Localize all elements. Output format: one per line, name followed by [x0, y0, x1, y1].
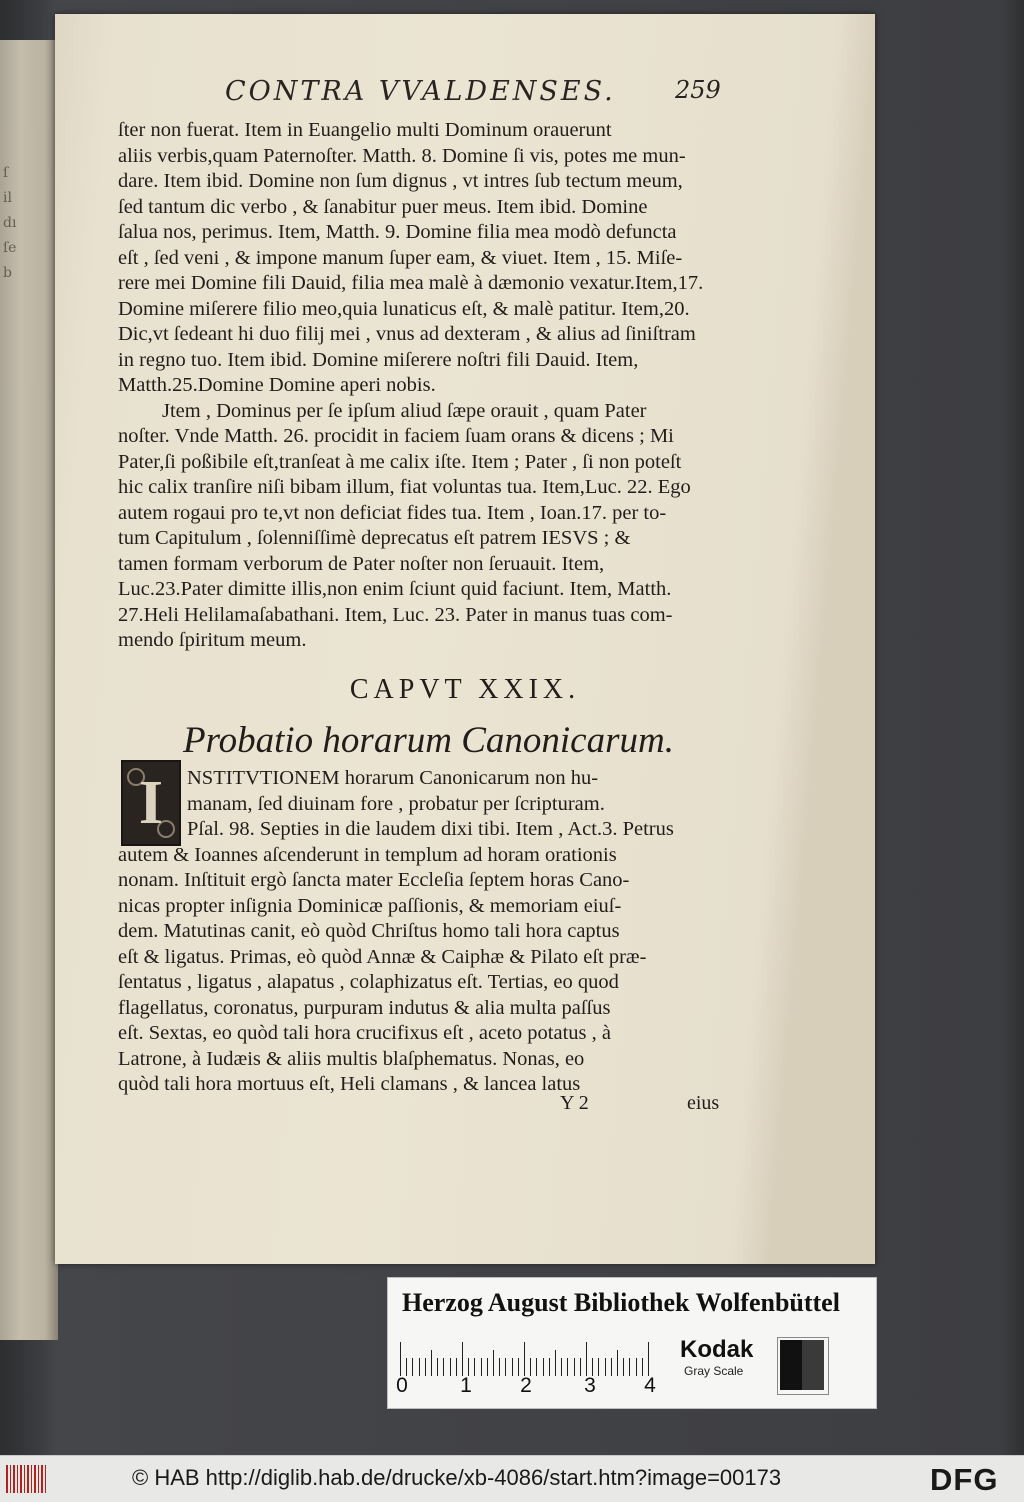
- text-line: tum Capitulum , ſolenniſſimè deprecatus eſt patrem IESVS ; &: [118, 527, 631, 549]
- text-line: rere mei Domine fili Dauid, filia mea malè à dæmonio vexatur.Item,17.: [118, 272, 704, 294]
- ruler-tick: [412, 1358, 413, 1376]
- text-line: autem rogaui pro te,vt non deficiat fides tua. Item , Ioan.17. per to-: [118, 501, 667, 524]
- page-number: 259: [675, 76, 721, 104]
- ruler-tick: [400, 1342, 401, 1376]
- text-line: NSTITVTIONEM horarum Canonicarum non hu-: [187, 767, 599, 789]
- ruler-tick: [450, 1358, 451, 1376]
- ruler-number: 0: [396, 1374, 408, 1397]
- text-line: Luc.23.Pater dimitte illis,non enim ſciunt quid faciunt. Item, Matth.: [118, 578, 672, 600]
- ruler-tick: [605, 1358, 606, 1376]
- hab-barcode-icon: [6, 1465, 48, 1493]
- ruler-tick: [561, 1358, 562, 1376]
- library-name: Herzog August Bibliothek Wolfenbüttel: [402, 1288, 840, 1317]
- ruler-tick: [648, 1342, 649, 1376]
- text-line: tamen formam verborum de Pater noſter non ſeruauit. Item,: [118, 552, 605, 575]
- chapter-heading: CAPVT XXIX.: [349, 674, 581, 705]
- text-line: eſt , ſed veni , & impone manum ſuper eam, & viuet. Item , 15. Miſe-: [118, 246, 683, 269]
- ruler-tick: [549, 1358, 550, 1376]
- text-line: ſter non fuerat. Item in Euangelio multi Dominum orauerunt: [118, 119, 612, 141]
- text-line: hic calix tranſire niſi bibam illum, fiat voluntas tua. Item,Luc. 22. Ego: [118, 476, 691, 498]
- ruler-tick: [586, 1342, 587, 1376]
- ruler-tick: [512, 1358, 513, 1376]
- book-page: [55, 14, 875, 1264]
- ruler-number: 1: [460, 1374, 472, 1397]
- ruler-tick: [499, 1358, 500, 1376]
- ruler-tick: [493, 1350, 494, 1376]
- ruler-tick: [567, 1358, 568, 1376]
- ruler-number: 3: [584, 1374, 596, 1397]
- ruler-tick: [505, 1358, 506, 1376]
- initial-letter: I: [138, 769, 164, 837]
- text-line: 27.Heli Helilamaſabathani. Item, Luc. 23. Pater in manus tuas com-: [118, 603, 673, 626]
- ruler-tick: [536, 1358, 537, 1376]
- signature-mark: Y 2: [560, 1092, 589, 1114]
- ruler-tick: [574, 1358, 575, 1376]
- copyright-link[interactable]: © HAB http://diglib.hab.de/drucke/xb-4086/start.htm?image=00173: [132, 1465, 782, 1490]
- dfg-logo: DFG: [930, 1462, 999, 1497]
- text-line: eſt. Sextas, eo quòd tali hora crucifixus eſt , aceto potatus , à: [118, 1022, 611, 1044]
- grayscale-caption: Gray Scale: [684, 1364, 744, 1378]
- text-line: mendo ſpiritum meum.: [118, 629, 307, 651]
- ruler-tick: [443, 1358, 444, 1376]
- ruler-number: 2: [520, 1374, 532, 1397]
- gray-swatch-black: [780, 1340, 802, 1390]
- ruler-tick: [636, 1358, 637, 1376]
- catchword: eius: [687, 1092, 720, 1114]
- previous-page-edge: ſ il dı ſe b: [0, 40, 58, 1340]
- text-line: Pater,ſi poßibile eſt,tranſeat à me calix iſte. Item ; Pater , ſi non poteſt: [118, 450, 682, 473]
- catchword-line: [55, 1092, 875, 1122]
- chapter-subtitle: Probatio horarum Canonicarum.: [183, 720, 674, 761]
- running-head-title: CONTRA VVALDENSES.: [225, 76, 616, 107]
- ruler-tick: [555, 1350, 556, 1376]
- text-line: nonam. Inſtituit ergò ſancta mater Eccleſia ſeptem horas Cano-: [118, 869, 630, 891]
- ruler-tick: [524, 1342, 525, 1376]
- text-line: dem. Matutinas canit, eò quòd Chriſtus homo tali hora captus: [118, 920, 620, 942]
- ruler-tick: [617, 1350, 618, 1376]
- gray-swatch-dark: [802, 1340, 824, 1390]
- text-line: aliis verbis,quam Paternoſter. Matth. 8. Domine ſi vis, potes me mun-: [118, 144, 686, 167]
- ruler-tick: [543, 1358, 544, 1376]
- text-line: nicas propter inſignia Dominicæ paſſionis, & memoriam eiuſ-: [118, 894, 622, 917]
- ruler-tick: [623, 1358, 624, 1376]
- text-line: in regno tuo. Item ibid. Domine miſerere noſtri fili Dauid. Item,: [118, 348, 639, 371]
- ruler-tick: [629, 1358, 630, 1376]
- text-line: ſalua nos, perimus. Item, Matth. 9. Domine filia mea modò defuncta: [118, 221, 677, 243]
- ruler-tick: [425, 1358, 426, 1376]
- ruler-tick: [462, 1342, 463, 1376]
- ruler-tick: [419, 1358, 420, 1376]
- ruler-tick: [481, 1358, 482, 1376]
- ruler-number: 4: [644, 1374, 656, 1397]
- text-line: Domine miſerere filio meo,quia lunaticus eſt, & malè patitur. Item,20.: [118, 297, 690, 320]
- running-head: [55, 76, 875, 116]
- ruler-tick: [611, 1358, 612, 1376]
- text-line: dare. Item ibid. Domine non ſum dignus , vt intres ſub tectum meum,: [118, 170, 683, 192]
- text-line: flagellatus, coronatus, purpuram indutus & alia multa paſſus: [118, 996, 611, 1019]
- kodak-brand: Kodak: [680, 1336, 754, 1363]
- text-line: Matth.25.Domine Domine aperi nobis.: [118, 374, 436, 396]
- text-line: eſt & ligatus. Primas, eò quòd Annæ & Caiphæ & Pilato eſt præ-: [118, 945, 647, 968]
- text-line: noſter. Vnde Matth. 26. procidit in faciem ſuam orans & dicens ; Mi: [118, 425, 674, 447]
- text-line: ſentatus , ligatus , alapatus , colaphizatus eſt. Tertias, eo quod: [118, 971, 619, 993]
- ruler-tick: [431, 1350, 432, 1376]
- text-line: Dic,vt ſedeant hi duo filij mei , vnus ad dexteram , & alius ad ſiniſtram: [118, 323, 696, 345]
- text-line: ſed tantum dic verbo , & ſanabitur puer meus. Item ibid. Domine: [118, 195, 648, 218]
- body-text-lower: [118, 766, 768, 1098]
- text-line: autem & Ioannes aſcenderunt in templum ad horam orationis: [118, 843, 617, 866]
- text-line: Jtem , Dominus per ſe ipſum aliud ſæpe orauit , quam Pater: [162, 399, 647, 422]
- scale-ruler: [400, 1340, 660, 1376]
- library-label: [387, 1277, 877, 1409]
- text-line: manam, ſed diuinam fore , probatur per ſcripturam.: [187, 792, 605, 815]
- text-line: quòd tali hora mortuus eſt, Heli clamans , & lancea latus: [118, 1073, 581, 1095]
- text-line: Pſal. 98. Septies in die laudem dixi tibi. Item , Act.3. Petrus: [187, 818, 674, 840]
- body-text-upper: [118, 118, 768, 654]
- ruler-tick: [487, 1358, 488, 1376]
- ruler-tick: [437, 1358, 438, 1376]
- footer-bar: [0, 1455, 1024, 1502]
- text-line: Latrone, à Iudæis & aliis multis blaſphematus. Nonas, eo: [118, 1047, 585, 1070]
